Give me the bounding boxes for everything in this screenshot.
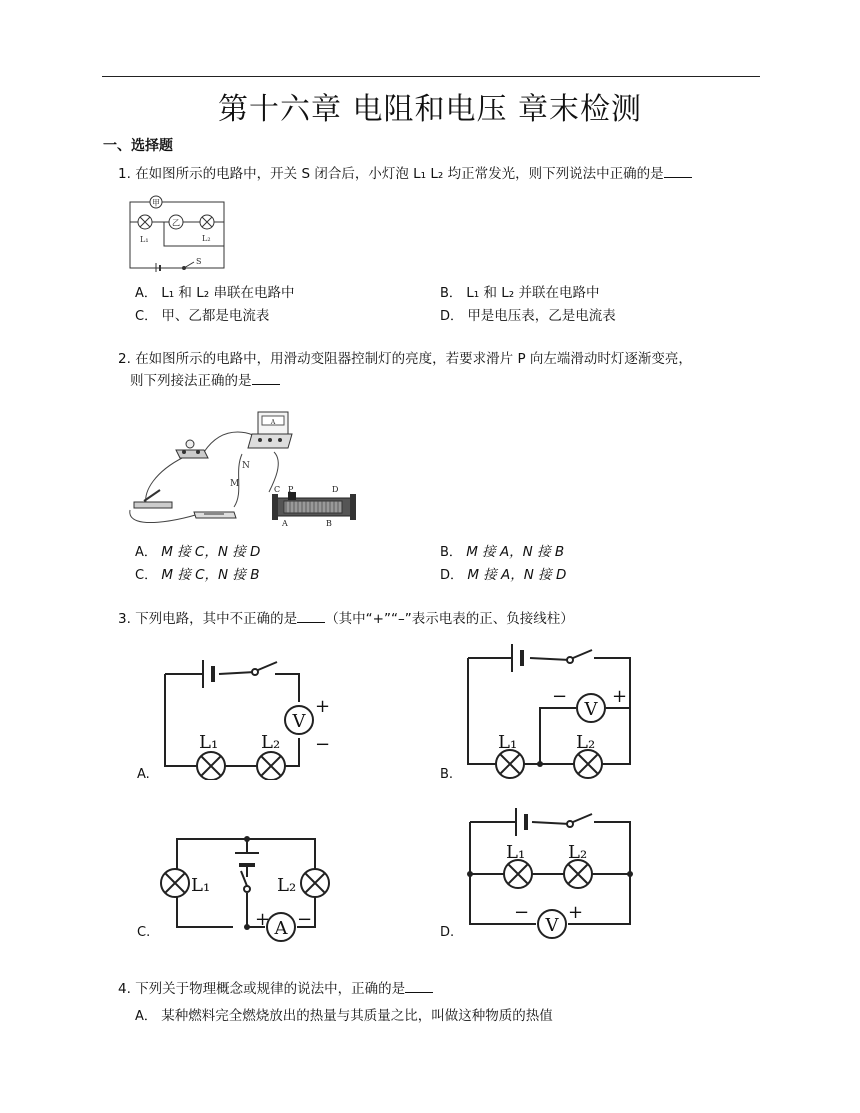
lamp-l1-icon (496, 750, 524, 778)
q1-option-d[interactable] (440, 304, 616, 324)
label-m: M (230, 479, 240, 489)
minus-sign: − (514, 902, 530, 923)
option-text: M 接 C，N 接 B (161, 567, 260, 583)
ammeter-icon (248, 412, 292, 448)
answer-blank (252, 372, 280, 385)
minus-sign: − (552, 686, 568, 707)
voltmeter-label: V (584, 699, 598, 720)
option-label: C． (135, 309, 158, 324)
question-number: 1. (118, 166, 131, 182)
meter-yi (169, 215, 183, 229)
l2-label: L₂ (576, 732, 596, 753)
battery-icon (194, 512, 236, 518)
q1-option-a[interactable] (135, 281, 294, 301)
label-a: A (282, 519, 288, 528)
voltmeter-label: V (292, 711, 306, 732)
question-1 (118, 163, 692, 185)
option-label: B． (440, 286, 462, 301)
q2-circuit-diagram (124, 402, 364, 530)
switch-label: S (196, 257, 202, 266)
switch-icon (252, 662, 277, 675)
q3-option-a[interactable]: A. (137, 767, 150, 782)
label-p: P (288, 485, 294, 494)
page-title: 第十六章 电阻和电压 章末检测 (217, 92, 643, 127)
q3-circuit-a (155, 650, 345, 780)
q3-option-d[interactable]: D. (440, 925, 455, 940)
switch-icon (567, 650, 592, 663)
option-label: B． (440, 545, 462, 560)
q1-option-c[interactable] (135, 304, 269, 324)
minus-sign: − (315, 734, 331, 755)
voltmeter-label: V (545, 915, 559, 936)
question-text: 下列电路，其中不正确的是 (135, 611, 298, 627)
option-text: 甲、乙都是电流表 (161, 308, 270, 324)
q1-circuit-diagram (124, 190, 244, 272)
option-label: A． (135, 286, 157, 301)
l2-label: L₂ (277, 875, 297, 896)
option-text: 某种燃料完全燃烧放出的热量与其质量之比，叫做这种物质的热值 (161, 1008, 553, 1024)
option-label: C． (135, 568, 158, 583)
question-text-line1: 在如图所示的电路中，用滑动变阻器控制灯的亮度，若要求滑片 P 向左端滑动时灯逐渐变亮， (135, 351, 692, 367)
q4-option-a[interactable] (135, 1004, 553, 1024)
label-b: B (326, 519, 332, 528)
ammeter-label: A (270, 419, 276, 426)
top-rule (102, 76, 760, 77)
battery-icon (235, 853, 259, 865)
ammeter-label: A (274, 918, 288, 939)
q2-option-c[interactable] (135, 563, 259, 583)
voltmeter-icon (285, 706, 313, 734)
l2-label: L₂ (261, 732, 281, 753)
label-n: N (242, 461, 250, 471)
meter-yi-label: 乙 (172, 218, 180, 228)
rheostat-icon (272, 492, 356, 520)
minus-sign: − (297, 909, 313, 930)
q2-option-a[interactable] (135, 540, 260, 560)
lamp-l1-icon (197, 752, 225, 780)
meter-jia (150, 196, 162, 208)
lamp-l1-icon (161, 869, 189, 897)
option-text: M 接 A，N 接 D (467, 567, 567, 583)
voltmeter-icon (577, 694, 605, 722)
lamp-l2-icon (301, 869, 329, 897)
plus-sign: + (255, 909, 271, 930)
battery-icon (203, 660, 213, 688)
answer-blank (664, 165, 692, 178)
plus-sign: + (612, 686, 628, 707)
label-c: C (274, 485, 281, 494)
answer-blank (405, 980, 433, 993)
question-2 (118, 348, 768, 392)
lamp-l1-icon (138, 215, 152, 229)
question-note: （其中“+”“–”表示电表的正、负接线柱） (325, 611, 574, 627)
option-text: L₁ 和 L₂ 串联在电路中 (161, 285, 295, 301)
switch-icon (134, 490, 172, 508)
lamp-l2-icon (574, 750, 602, 778)
option-label: D． (440, 309, 464, 324)
lamp-l2-icon (257, 752, 285, 780)
question-text: 下列关于物理概念或规律的说法中，正确的是 (135, 981, 406, 997)
q3-circuit-b (460, 640, 650, 780)
option-label: D． (440, 568, 464, 583)
q1-option-b[interactable] (440, 281, 599, 301)
question-4 (118, 978, 433, 1000)
option-label: A． (135, 1009, 157, 1024)
option-label: A． (135, 545, 157, 560)
question-text-line2: 则下列接法正确的是 (130, 373, 252, 389)
lamp-l2-icon (200, 215, 214, 229)
l1-label: L₁ (199, 732, 219, 753)
lamp-base-icon (176, 440, 208, 458)
plus-sign: + (568, 902, 584, 923)
meter-jia-label: 甲 (152, 198, 160, 208)
l1-label: L₁ (498, 732, 518, 753)
switch-icon (567, 814, 592, 827)
q2-option-b[interactable] (440, 540, 564, 560)
question-number: 3. (118, 611, 131, 627)
battery-icon (516, 808, 526, 836)
battery-icon (512, 644, 522, 672)
voltmeter-icon (538, 910, 566, 938)
ammeter-icon (267, 913, 295, 941)
l1-label: L₁ (191, 875, 211, 896)
q2-option-d[interactable] (440, 563, 566, 583)
q3-circuit-d (460, 800, 650, 940)
question-number: 4. (118, 981, 131, 997)
l2-label: L₂ (202, 234, 211, 243)
q3-circuit-c (155, 825, 345, 945)
plus-sign: + (315, 696, 331, 717)
l2-label: L₂ (568, 842, 588, 863)
section-heading: 一、选择题 (103, 138, 173, 154)
option-text: 甲是电压表，乙是电流表 (467, 308, 616, 324)
answer-blank (297, 610, 325, 623)
label-d: D (332, 485, 339, 494)
option-text: M 接 C，N 接 D (161, 544, 261, 560)
switch-icon (241, 871, 250, 892)
question-3 (118, 608, 574, 630)
q3-option-b[interactable]: B. (440, 767, 454, 782)
q3-option-c[interactable]: C. (137, 925, 151, 940)
lamp-l2-icon (564, 860, 592, 888)
option-text: L₁ 和 L₂ 并联在电路中 (466, 285, 600, 301)
l1-label: L₁ (140, 235, 149, 244)
option-text: M 接 A，N 接 B (466, 544, 565, 560)
lamp-l1-icon (504, 860, 532, 888)
question-number: 2. (118, 351, 131, 367)
question-text: 在如图所示的电路中，开关 S 闭合后，小灯泡 L₁ L₂ 均正常发光，则下列说法中正确的是 (135, 166, 664, 182)
l1-label: L₁ (506, 842, 526, 863)
